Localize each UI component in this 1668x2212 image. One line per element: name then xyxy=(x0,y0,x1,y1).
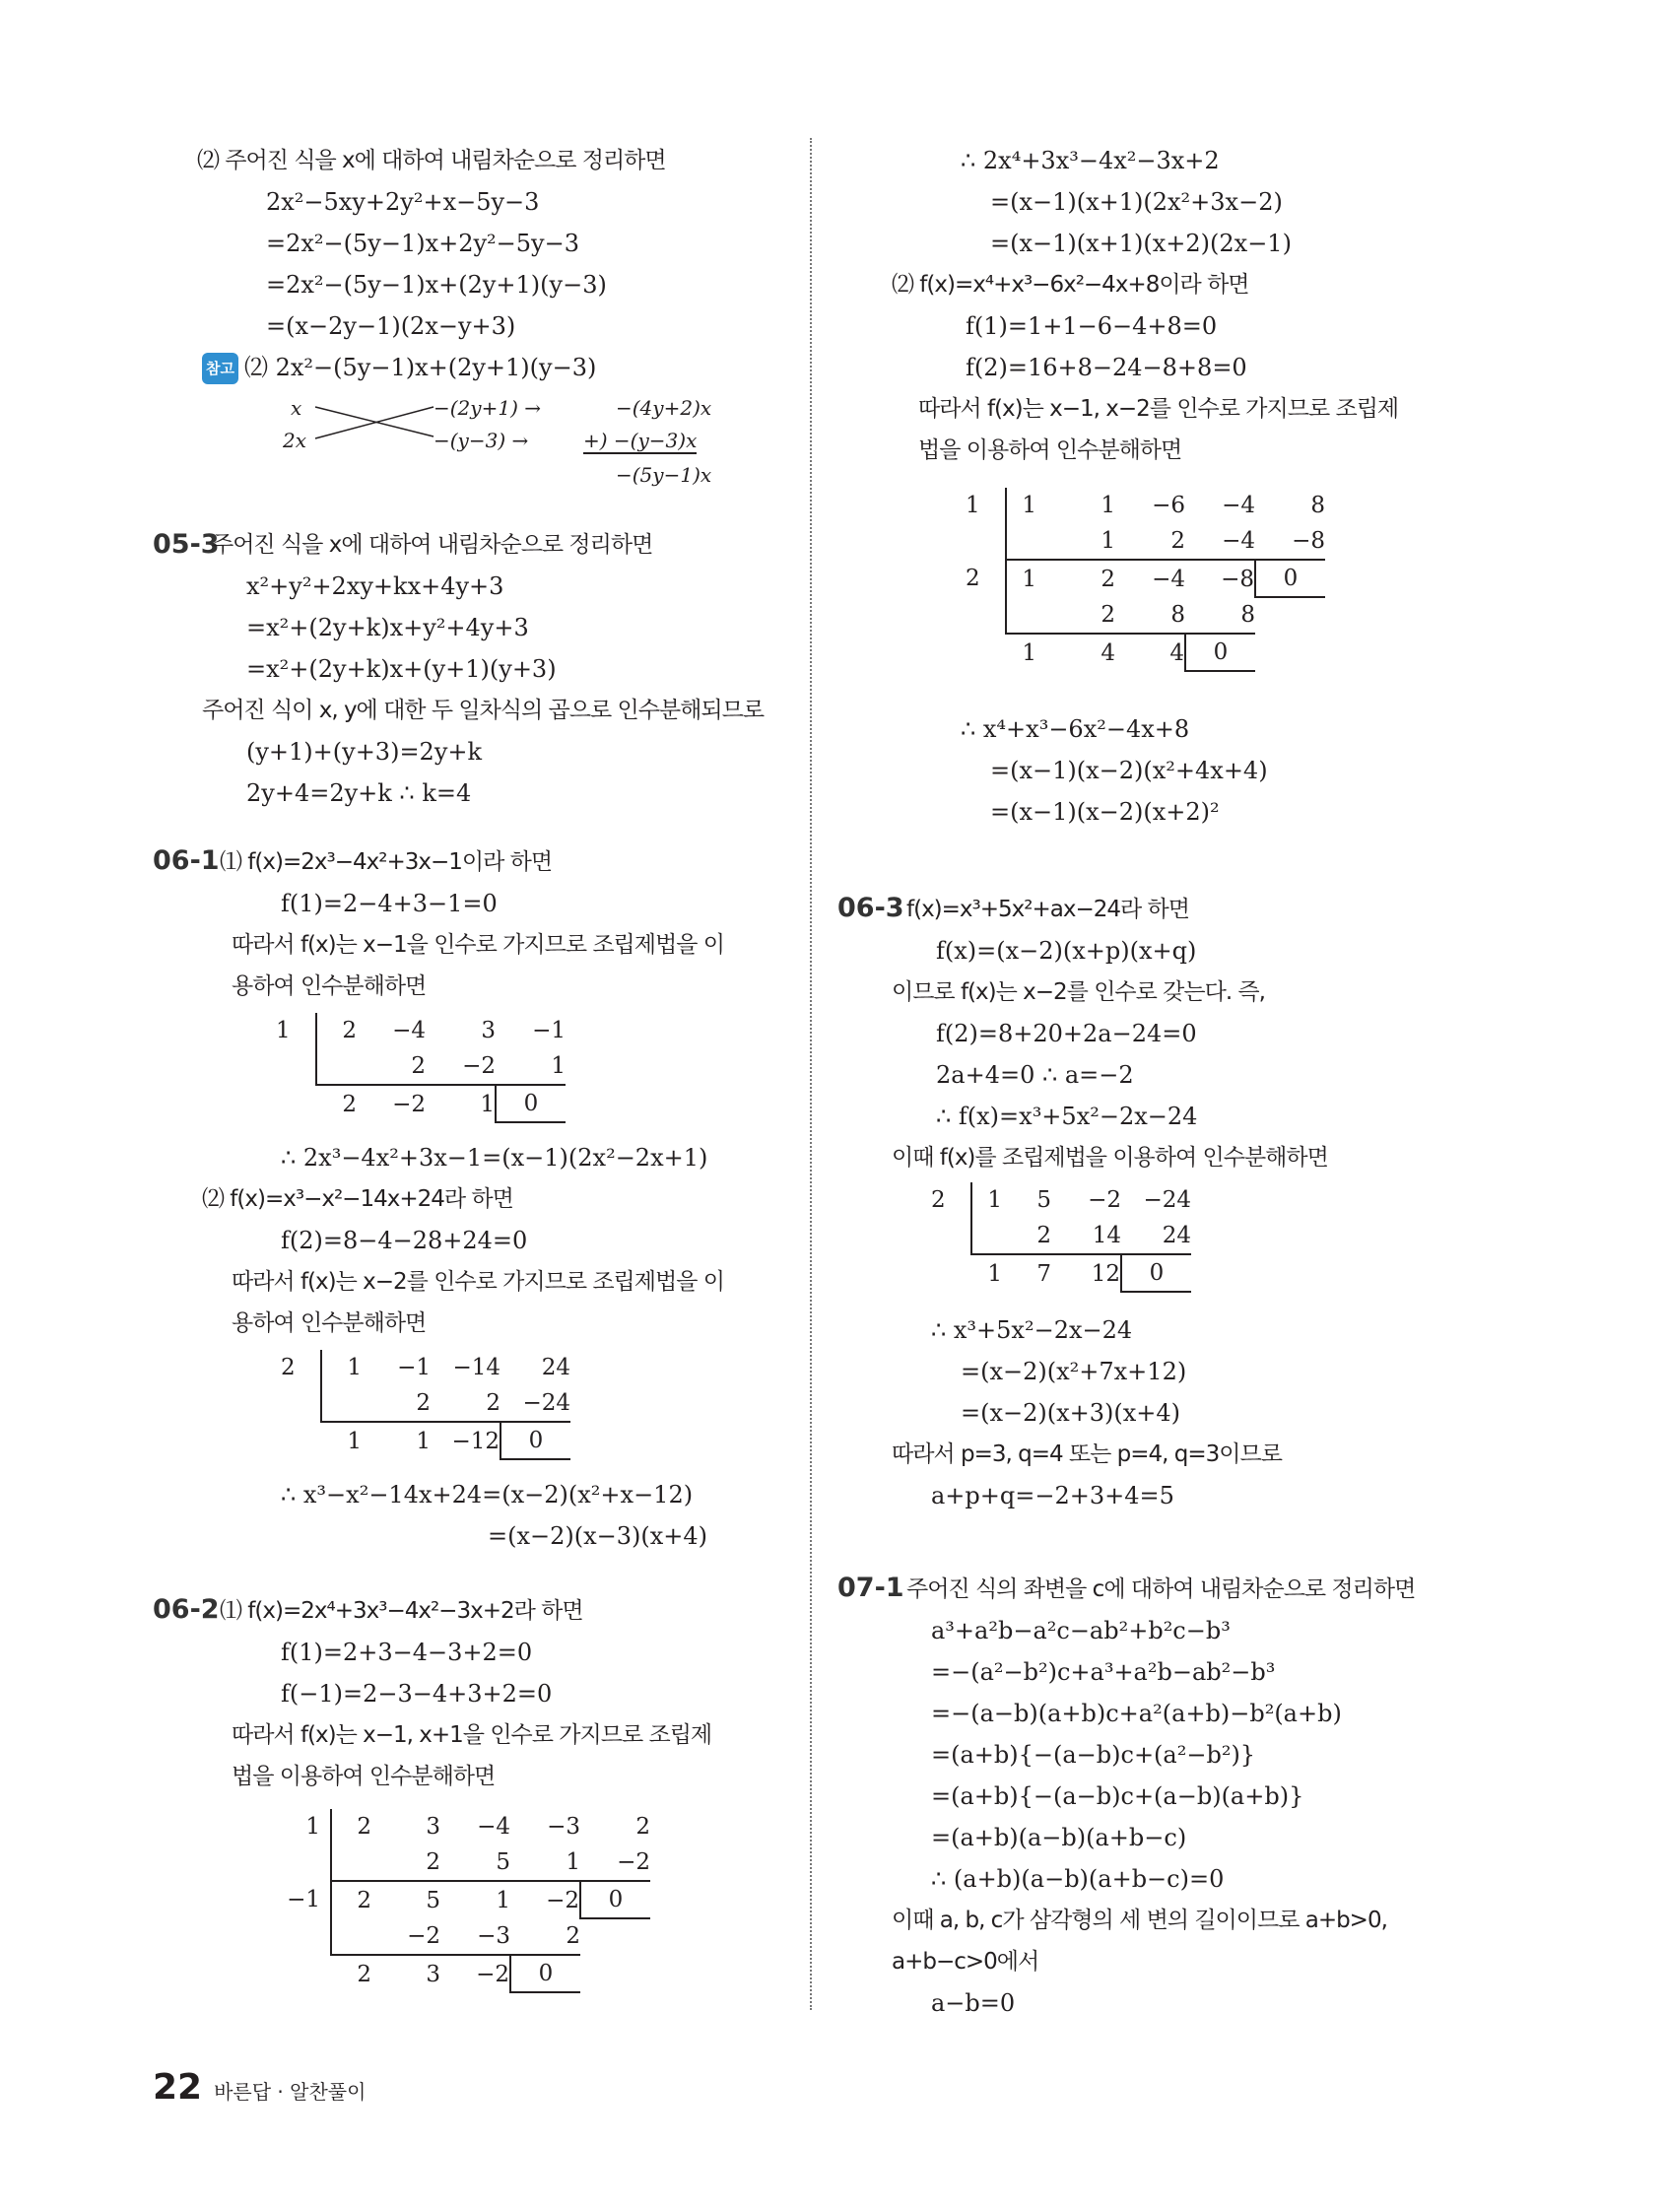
synthetic-division-table: 1 2 3 −4 −3 2 2 5 1 −2 −1 2 5 1 −2 0 −2 −3 2 2 3 −2 0 xyxy=(281,1809,650,1993)
text: ⑵ f(x)=x⁴+x³−6x²−4x+8이라 하면 xyxy=(892,272,1249,298)
math-line: =(a+b){−(a−b)c+(a−b)(a+b)} xyxy=(931,1782,1304,1810)
text: f(x)=x³+5x²+ax−24라 하면 xyxy=(906,897,1189,922)
math-line: ∴ x³+5x²−2x−24 xyxy=(931,1316,1133,1344)
text: 따라서 p=3, q=4 또는 p=4, q=3이므로 xyxy=(892,1441,1282,1467)
math-line: ⑵ 2x²−(5y−1)x+(2y+1)(y−3) xyxy=(243,354,597,381)
text: 법을 이용하여 인수분해하면 xyxy=(232,1764,496,1789)
text: 주어진 식이 x, y에 대한 두 일차식의 곱으로 인수분해되므로 xyxy=(202,698,765,723)
note-badge: 참고 xyxy=(202,353,238,384)
footer-label: 바른답 · 알찬풀이 xyxy=(214,2080,367,2104)
math-line: a³+a²b−a²c−ab²+b²c−b³ xyxy=(931,1617,1231,1644)
text: 이므로 f(x)는 x−2를 인수로 갖는다. 즉, xyxy=(892,979,1265,1005)
synthetic-division-table: 1 2 −4 3 −1 2 −2 1 2 −2 1 0 xyxy=(276,1013,566,1123)
math-line: =−(a−b)(a+b)c+a²(a+b)−b²(a+b) xyxy=(931,1700,1342,1727)
page-number: 22 xyxy=(153,2067,203,2108)
text: 따라서 f(x)는 x−1, x−2를 인수로 가지므로 조립제 xyxy=(918,396,1399,422)
text: a+b−c>0에서 xyxy=(892,1949,1039,1975)
text: 용하여 인수분해하면 xyxy=(232,1310,427,1336)
page-footer xyxy=(153,2067,366,2108)
math-line: 2a+4=0 ∴ a=−2 xyxy=(936,1061,1134,1089)
math-line: =(x−2y−1)(2x−y+3) xyxy=(266,312,516,340)
text: 따라서 f(x)는 x−1을 인수로 가지므로 조립제법을 이 xyxy=(232,932,724,958)
math-line: f(1)=1+1−6−4+8=0 xyxy=(966,312,1218,340)
math-line: =(x−2)(x−3)(x+4) xyxy=(488,1522,708,1550)
math-line: =2x²−(5y−1)x+(2y+1)(y−3) xyxy=(266,271,607,299)
note-line xyxy=(202,353,596,384)
math-line: 2x²−5xy+2y²+x−5y−3 xyxy=(266,188,540,216)
cross-term: −(2y+1) → xyxy=(434,396,541,420)
math-line: =(a+b)(a−b)(a+b−c) xyxy=(931,1824,1187,1851)
synthetic-division-table: 2 1 5 −2 −24 2 14 24 1 7 12 0 xyxy=(931,1182,1191,1293)
column-divider xyxy=(810,138,812,2010)
math-line: ∴ (a+b)(a−b)(a+b−c)=0 xyxy=(931,1865,1225,1893)
math-line: f(2)=16+8−24−8+8=0 xyxy=(966,354,1247,381)
text: 이때 a, b, c가 삼각형의 세 변의 길이이므로 a+b>0, xyxy=(892,1908,1387,1933)
problem-number: 05-3 xyxy=(153,529,220,560)
problem-number: 06-2 xyxy=(153,1594,220,1625)
math-line: =(x−1)(x+1)(2x²+3x−2) xyxy=(990,188,1283,216)
cross-term: 2x xyxy=(283,429,307,452)
math-line: =(x−1)(x−2)(x+2)² xyxy=(990,798,1220,826)
math-line: =(x−2)(x²+7x+12) xyxy=(961,1358,1187,1385)
cross-sum: −(5y−1)x xyxy=(616,463,712,487)
text: 주어진 식의 좌변을 c에 대하여 내림차순으로 정리하면 xyxy=(906,1576,1416,1602)
synthetic-division-table: 2 1 −1 −14 24 2 2 −24 1 1 −12 0 xyxy=(281,1350,570,1460)
text: 이때 f(x)를 조립제법을 이용하여 인수분해하면 xyxy=(892,1145,1328,1171)
math-line: x²+y²+2xy+kx+4y+3 xyxy=(246,572,504,600)
math-line: f(x)=(x−2)(x+p)(x+q) xyxy=(936,937,1197,965)
math-line: f(2)=8+20+2a−24=0 xyxy=(936,1020,1197,1047)
math-line: a−b=0 xyxy=(931,1989,1016,2017)
math-line: a+p+q=−2+3+4=5 xyxy=(931,1482,1174,1509)
cross-term: +) −(y−3)x xyxy=(583,429,698,452)
cross-term: −(4y+2)x xyxy=(616,396,712,420)
math-line: ∴ x³−x²−14x+24=(x−2)(x²+x−12) xyxy=(281,1481,694,1508)
cross-lines xyxy=(310,399,438,448)
text: ⑵ 주어진 식을 x에 대하여 내림차순으로 정리하면 xyxy=(197,148,666,173)
math-line: =x²+(2y+k)x+y²+4y+3 xyxy=(246,614,529,641)
problem-number: 07-1 xyxy=(837,1573,904,1603)
text: 주어진 식을 x에 대하여 내림차순으로 정리하면 xyxy=(212,532,653,558)
text: ⑴ f(x)=2x⁴+3x³−4x²−3x+2라 하면 xyxy=(220,1598,583,1624)
text: 용하여 인수분해하면 xyxy=(232,973,427,999)
math-line: f(1)=2−4+3−1=0 xyxy=(281,890,498,917)
problem-number: 06-3 xyxy=(837,893,904,923)
math-line: =2x²−(5y−1)x+2y²−5y−3 xyxy=(266,230,579,257)
text: 법을 이용하여 인수분해하면 xyxy=(918,437,1182,463)
cross-term: x xyxy=(291,396,302,420)
text: 따라서 f(x)는 x−2를 인수로 가지므로 조립제법을 이 xyxy=(232,1269,724,1295)
math-line: ∴ 2x³−4x²+3x−1=(x−1)(2x²−2x+1) xyxy=(281,1144,708,1172)
problem-number: 06-1 xyxy=(153,845,220,876)
math-line: ∴ x⁴+x³−6x²−4x+8 xyxy=(961,715,1190,743)
text: 따라서 f(x)는 x−1, x+1을 인수로 가지므로 조립제 xyxy=(232,1722,712,1748)
math-line: =x²+(2y+k)x+(y+1)(y+3) xyxy=(246,655,557,683)
math-line: =−(a²−b²)c+a³+a²b−ab²−b³ xyxy=(931,1658,1276,1686)
math-line: f(2)=8−4−28+24=0 xyxy=(281,1227,528,1254)
math-line: (y+1)+(y+3)=2y+k xyxy=(246,738,483,766)
math-line: 2y+4=2y+k ∴ k=4 xyxy=(246,779,472,807)
synthetic-division-table: 1 1 1 −6 −4 8 1 2 −4 −8 2 1 2 −4 −8 0 2 8 8 1 4 4 0 xyxy=(966,488,1325,672)
cross-term: −(y−3) → xyxy=(434,429,529,452)
math-line: ∴ 2x⁴+3x³−4x²−3x+2 xyxy=(961,147,1220,174)
math-line: f(−1)=2−3−4+3+2=0 xyxy=(281,1680,553,1708)
math-line: f(1)=2+3−4−3+2=0 xyxy=(281,1639,533,1666)
math-line: =(x−1)(x+1)(x+2)(2x−1) xyxy=(990,230,1292,257)
math-line: =(a+b){−(a−b)c+(a²−b²)} xyxy=(931,1741,1256,1769)
text: ⑴ f(x)=2x³−4x²+3x−1이라 하면 xyxy=(220,849,553,875)
math-line: =(x−2)(x+3)(x+4) xyxy=(961,1399,1181,1427)
text: ⑵ f(x)=x³−x²−14x+24라 하면 xyxy=(202,1186,513,1212)
math-line: ∴ f(x)=x³+5x²−2x−24 xyxy=(936,1103,1198,1130)
math-line: =(x−1)(x−2)(x²+4x+4) xyxy=(990,757,1268,784)
